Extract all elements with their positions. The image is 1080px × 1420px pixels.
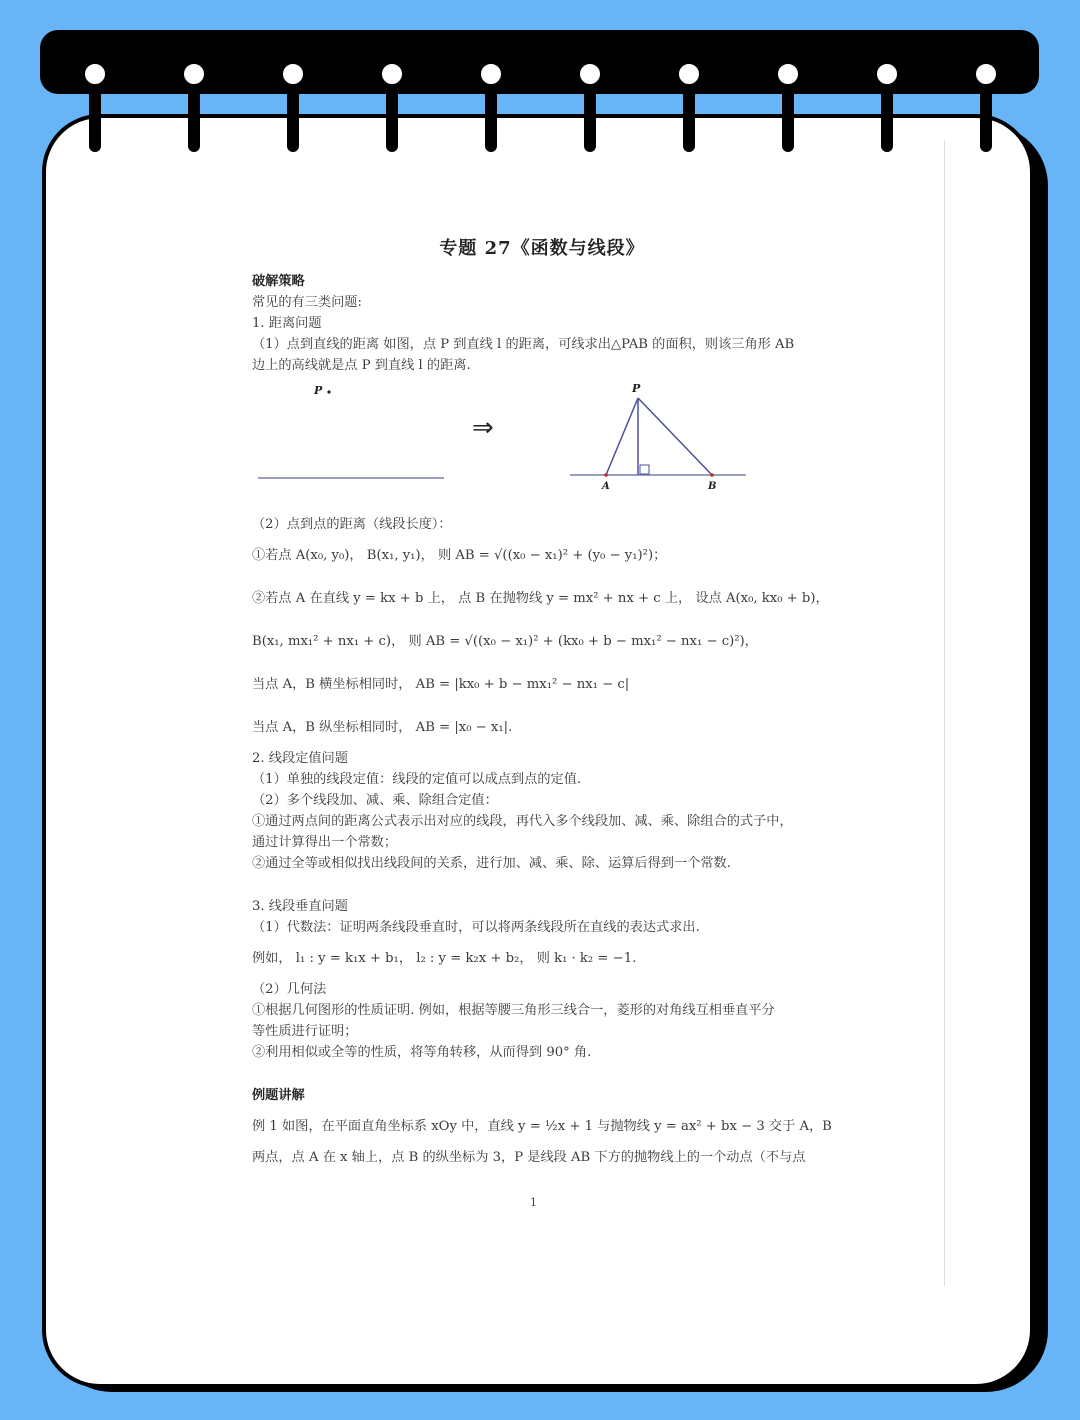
formula-line: 当点 A，B 纵坐标相同时， AB = |x₀ − x₁|. — [252, 720, 513, 735]
paragraph-line: ②通过全等或相似找出线段间的关系，进行加、减、乘、除、运算后得到一个常数. — [252, 856, 731, 871]
heading-distance: 1. 距离问题 — [252, 316, 322, 331]
paragraph-line: （2）几何法 — [252, 982, 327, 997]
example-line: 两点，点 A 在 x 轴上，点 B 的纵坐标为 3，P 是线段 AB 下方的抛物线上的一个动点（不与点 — [252, 1150, 806, 1165]
binder-ring — [182, 62, 206, 152]
binder-ring — [479, 62, 503, 152]
segment-pa — [606, 398, 638, 475]
formula-line: B(x₁, mx₁² + nx₁ + c)， 则 AB = √((x₀ − x₁)² + (kx₀ + b − mx₁² − nx₁ − c)²)， — [252, 634, 758, 649]
formula-line: 例如， l₁ : y = k₁x + b₁， l₂ : y = k₂x + b₂， 则 k₁ · k₂ = −1. — [252, 951, 637, 966]
paragraph-line: 边上的高线就是点 P 到直线 l 的距离. — [252, 358, 471, 373]
segment-pb — [638, 398, 712, 475]
page-title: 专题 27《函数与线段》 — [439, 238, 645, 259]
formula-line: 当点 A，B 横坐标相同时， AB = |kx₀ + b − mx₁² − nx₁ − c| — [252, 677, 630, 692]
right-angle-mark — [640, 465, 649, 474]
document-content — [252, 238, 832, 1168]
implies-arrow: ⇒ — [472, 413, 494, 443]
formula-line: ②若点 A 在直线 y = kx + b 上， 点 B 在抛物线 y = mx² + nx + c 上， 设点 A(x₀, kx₀ + b)， — [252, 591, 829, 606]
paragraph-line: （1）代数法：证明两条线段垂直时，可以将两条线段所在直线的表达式求出. — [252, 920, 700, 935]
label-p-left: P — [314, 384, 323, 397]
paragraph-line: 通过计算得出一个常数； — [252, 835, 398, 850]
subheading-point-distance: （2）点到点的距离（线段长度）： — [252, 517, 452, 532]
point-a — [604, 473, 608, 477]
label-p-right: P — [632, 382, 641, 395]
binder-ring — [875, 62, 899, 152]
paragraph-line: 等性质进行证明； — [252, 1024, 358, 1039]
section-heading-examples: 例题讲解 — [252, 1088, 305, 1103]
paragraph-line: （1）点到直线的距离 如图，点 P 到直线 l 的距离，可线求出△PAB 的面积，则该三角形 AB — [252, 337, 795, 352]
binder-ring — [776, 62, 800, 152]
page-number: 1 — [530, 1196, 537, 1209]
label-a: A — [602, 481, 610, 492]
binder-ring — [974, 62, 998, 152]
binder-ring — [83, 62, 107, 152]
distance-figure — [252, 380, 832, 506]
formula-line: ①若点 A(x₀, y₀)， B(x₁, y₁)， 则 AB = √((x₀ − x₁)² + (y₀ − y₁)²)； — [252, 548, 667, 563]
label-b: B — [708, 481, 717, 492]
page-edge-rule — [944, 140, 945, 1286]
distance-diagram — [252, 380, 832, 506]
paragraph-line: ①根据几何图形的性质证明. 例如，根据等腰三角形三线合一，菱形的对角线互相垂直平分 — [252, 1003, 775, 1018]
point-b — [710, 473, 714, 477]
heading-fixed-value: 2. 线段定值问题 — [252, 751, 348, 766]
point-p-left — [327, 390, 330, 393]
binder-ring — [578, 62, 602, 152]
heading-perpendicular: 3. 线段垂直问题 — [252, 899, 348, 914]
paragraph-line: ②利用相似或全等的性质，将等角转移，从而得到 90° 角. — [252, 1045, 592, 1060]
binder-ring — [380, 62, 404, 152]
intro-text: 常见的有三类问题: — [252, 295, 362, 310]
example-line: 例 1 如图，在平面直角坐标系 xOy 中，直线 y = ½x + 1 与抛物线 y = ax² + bx − 3 交于 A，B — [252, 1119, 832, 1134]
section-heading-strategy: 破解策略 — [252, 274, 305, 289]
binder-ring — [677, 62, 701, 152]
paragraph-line: （1）单独的线段定值：线段的定值可以成点到点的定值. — [252, 772, 582, 787]
paragraph-line: （2）多个线段加、减、乘、除组合定值： — [252, 793, 498, 808]
paragraph-line: ①通过两点间的距离公式表示出对应的线段，再代入多个线段加、减、乘、除组合的式子中， — [252, 814, 793, 829]
binder-ring — [281, 62, 305, 152]
